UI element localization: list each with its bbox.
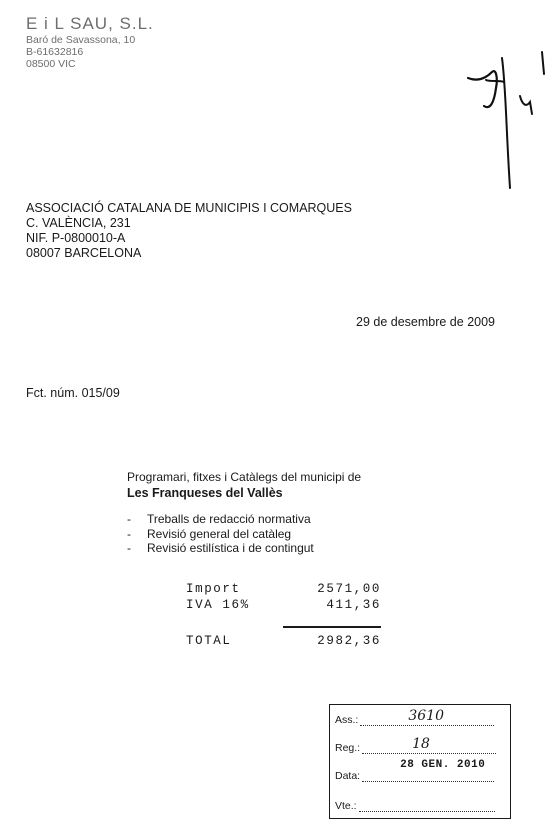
stamp-ass-row — [335, 708, 494, 726]
stamp-ass-value: 3610 — [408, 708, 444, 724]
import-label: Import — [186, 582, 241, 596]
vat-label: IVA 16% — [186, 598, 250, 612]
stamp-reg-value: 18 — [412, 736, 430, 752]
sender-tax-id: B-61632816 — [26, 46, 84, 58]
vat-row — [186, 597, 381, 613]
amounts-table — [186, 581, 381, 649]
recipient-nif: NIF. P-0800010-A — [26, 231, 126, 245]
registration-stamp — [329, 704, 511, 819]
stamp-ass-field — [360, 708, 494, 726]
concept-line: Programari, fitxes i Catàlegs del municipi de — [127, 470, 362, 484]
list-bullet: - — [127, 526, 131, 541]
import-value: 2571,00 — [317, 582, 381, 596]
total-value: 2982,36 — [317, 634, 381, 648]
list-bullet: - — [127, 512, 131, 526]
stamp-reg-row — [335, 736, 496, 754]
list-item-text: Treballs de redacció normativa — [147, 512, 311, 526]
recipient-city: 08007 BARCELONA — [26, 246, 142, 260]
recipient-name: ASSOCIACIÓ CATALANA DE MUNICIPIS I COMARQUES — [26, 201, 352, 215]
import-row — [186, 581, 381, 597]
stamp-data-field — [362, 759, 494, 782]
stamp-vte-row — [335, 799, 495, 812]
stamp-reg-field — [362, 736, 496, 754]
list-item-text: Revisió general del catàleg — [147, 526, 292, 541]
list-item-text: Revisió estilística i de contingut — [147, 541, 314, 555]
recipient-block — [26, 201, 352, 261]
municipality-name: Les Franqueses del Vallès — [127, 486, 283, 500]
stamp-ass-label: Ass.: — [335, 714, 359, 726]
vat-value: 411,36 — [326, 598, 381, 612]
total-divider — [283, 626, 381, 628]
sender-address: Baró de Savassona, 10 — [26, 34, 136, 46]
list-bullet: - — [127, 541, 131, 555]
stamp-vte-field — [359, 799, 495, 812]
invoice-number: Fct. núm. 015/09 — [26, 386, 120, 400]
list-item — [127, 527, 314, 542]
recipient-street: C. VALÈNCIA, 231 — [26, 216, 131, 230]
handwritten-signature-mark — [466, 48, 546, 198]
sender-letterhead — [26, 14, 154, 70]
total-label: TOTAL — [186, 634, 232, 648]
total-row — [186, 633, 381, 649]
stamp-reg-label: Reg.: — [335, 742, 361, 754]
stamp-vte-label: Vte.: — [335, 800, 357, 812]
concept-items-list — [127, 512, 314, 556]
sender-city: 08500 VIC — [26, 58, 76, 70]
sender-name: E i L SAU, S.L. — [26, 14, 154, 33]
list-item — [127, 541, 314, 556]
invoice-concept — [127, 469, 361, 501]
stamp-data-value: 28 GEN. 2010 — [400, 759, 486, 771]
stamp-data-label: Data: — [335, 770, 361, 782]
invoice-date: 29 de desembre de 2009 — [356, 315, 495, 329]
list-item — [127, 512, 314, 527]
stamp-data-row — [335, 759, 494, 782]
